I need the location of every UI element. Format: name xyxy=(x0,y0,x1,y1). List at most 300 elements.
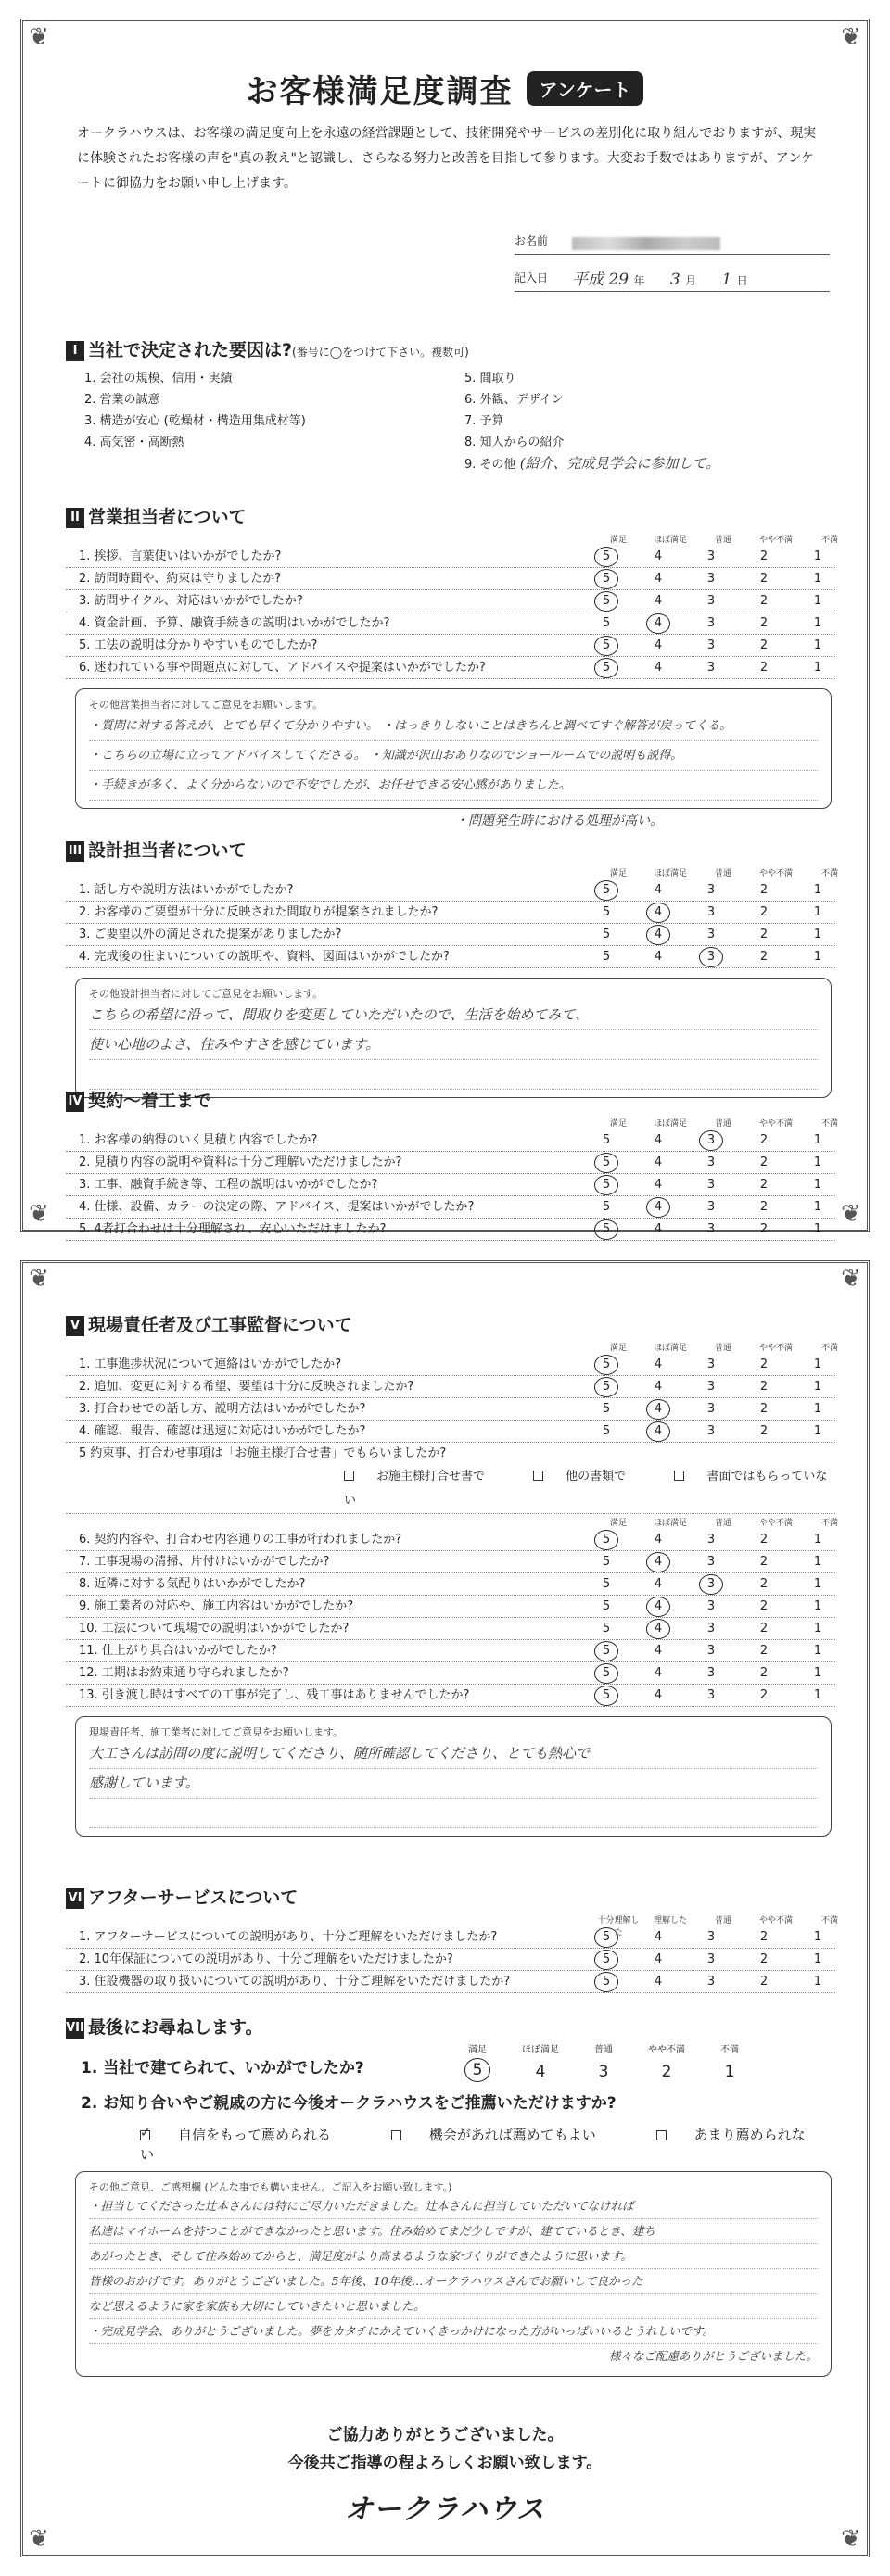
rating-option-selected[interactable]: 4 xyxy=(646,1552,670,1572)
rating-option[interactable]: 4 xyxy=(654,950,663,964)
question-text: 4. 完成後の住まいについての説明や、資料、図面はいかがでしたか? xyxy=(79,950,450,964)
rating-option[interactable]: 3 xyxy=(706,1424,716,1438)
ornament-corner-icon: ❦ xyxy=(29,2525,49,2553)
comment-line xyxy=(89,1799,818,1828)
handwritten-note: ・問題発生時における処理が高い。 xyxy=(455,814,663,828)
question-text: 2. 10年保証についての説明があり、十分ご理解をいただけましたか? xyxy=(79,1952,453,1966)
rating-option-selected[interactable]: 5 xyxy=(594,1641,618,1661)
rating-scale xyxy=(594,657,832,679)
section-heading: III 設計担当者について xyxy=(66,837,835,865)
rating-option[interactable]: 1 xyxy=(813,1424,822,1438)
factor-option-other[interactable]: 9. その他 (紹介、完成見学会に参加して。 xyxy=(464,455,720,472)
rating-option[interactable]: 3 xyxy=(706,1555,716,1569)
rating-option-selected[interactable]: 3 xyxy=(699,947,723,967)
rating-option[interactable]: 3 xyxy=(706,1952,716,1966)
rating-option[interactable]: 1 xyxy=(813,1357,822,1371)
rating-option[interactable]: 3 xyxy=(598,2063,609,2081)
rating-option[interactable]: 4 xyxy=(654,1380,663,1394)
rating-option[interactable]: 2 xyxy=(759,950,769,964)
rating-option[interactable]: 5 xyxy=(602,616,611,630)
brand-logo: オークラハウス xyxy=(344,2494,546,2526)
rating-option[interactable]: 5 xyxy=(602,1555,611,1569)
rating-scale xyxy=(594,946,832,968)
rating-option[interactable]: 2 xyxy=(759,1622,769,1635)
question-row xyxy=(66,546,835,568)
question-text: 2. 追加、変更に対する希望、要望は十分に反映されましたか? xyxy=(79,1380,414,1394)
comment-line: など思えるように家を家族も大切にしていきたいと思いました。 xyxy=(89,2294,818,2319)
rating-option-selected[interactable]: 5 xyxy=(594,1950,618,1970)
rating-option[interactable]: 4 xyxy=(654,1222,663,1236)
question-text: 6. 迷われている事や問題点に対して、アドバイスや提案はいかがでしたか? xyxy=(79,661,486,675)
rating-scale xyxy=(594,1949,832,1971)
rating-scale xyxy=(594,1971,832,1993)
comment-line: 使い心地のよさ、住みやすさを感じています。 xyxy=(89,1030,818,1060)
comment-box xyxy=(75,688,832,809)
rating-scale xyxy=(594,1219,832,1241)
comment-line: ・担当してくださった辻本さんには特にご尽力いただきました。辻本さんに担当していただいてなければ xyxy=(89,2194,818,2219)
rating-option-selected[interactable]: 5 xyxy=(594,569,618,589)
rating-option-selected[interactable]: 5 xyxy=(594,1686,618,1706)
rating-scale xyxy=(594,924,832,946)
rating-scale xyxy=(594,1130,832,1152)
rating-option[interactable]: 3 xyxy=(706,549,716,563)
rating-option[interactable]: 3 xyxy=(706,1222,716,1236)
rating-option[interactable]: 3 xyxy=(706,1644,716,1658)
ornament-corner-icon: ❦ xyxy=(29,23,49,51)
scale-header: 満足 ほぼ満足 普通 やや不満 不満 xyxy=(609,1519,838,1528)
question-row xyxy=(66,924,835,946)
rating-option[interactable]: 1 xyxy=(813,950,822,964)
rating-option[interactable]: 4 xyxy=(654,1577,663,1591)
rating-option[interactable]: 1 xyxy=(813,928,822,941)
name-value-redacted xyxy=(572,234,720,252)
rating-option[interactable]: 4 xyxy=(535,2063,546,2081)
rating-option[interactable]: 4 xyxy=(654,638,663,652)
rating-option[interactable]: 4 xyxy=(654,1930,663,1944)
question-row xyxy=(66,1376,835,1398)
option-checkbox[interactable]: お施主様打合せ書で xyxy=(344,1470,507,1484)
rating-option[interactable]: 3 xyxy=(706,638,716,652)
rating-scale xyxy=(594,1596,832,1618)
rating-option[interactable]: 1 xyxy=(813,1222,822,1236)
rating-option[interactable]: 3 xyxy=(706,1533,716,1547)
rating-option[interactable]: 3 xyxy=(706,1975,716,1989)
section-final xyxy=(66,2014,835,2377)
rating-option[interactable]: 2 xyxy=(759,1424,769,1438)
title-row xyxy=(23,66,867,111)
rating-option-selected[interactable]: 5 xyxy=(594,1927,618,1948)
rating-option[interactable]: 2 xyxy=(759,1357,769,1371)
rating-option[interactable]: 1 xyxy=(813,1380,822,1394)
rating-scale xyxy=(594,1618,832,1640)
rating-option-selected[interactable]: 4 xyxy=(646,1597,670,1617)
rating-option[interactable]: 3 xyxy=(706,1688,716,1702)
rating-option[interactable]: 2 xyxy=(759,1666,769,1680)
rating-option[interactable]: 5 xyxy=(602,950,611,964)
option-checkbox[interactable]: 他の書類で xyxy=(533,1470,648,1484)
question-text: 4. 資金計画、予算、融資手続きの説明はいかがでしたか? xyxy=(79,616,390,630)
rating-scale xyxy=(594,1926,832,1949)
rating-option-selected[interactable]: 5 xyxy=(594,636,618,656)
section-designer xyxy=(66,837,838,1098)
rating-option[interactable]: 3 xyxy=(706,905,716,919)
rating-option[interactable]: 4 xyxy=(654,661,663,675)
rating-option[interactable]: 1 xyxy=(813,1644,822,1658)
rating-option-selected[interactable]: 5 xyxy=(594,880,618,901)
rating-option[interactable]: 5 xyxy=(602,1599,611,1613)
question-text: 12. 工期はお約束通り守られましたか? xyxy=(79,1666,289,1680)
rating-option[interactable]: 3 xyxy=(706,594,716,608)
comment-line: 大工さんは訪問の度に説明してくださり、随所確認してくださり、とても熱心で xyxy=(89,1739,818,1769)
rating-option-selected[interactable]: 4 xyxy=(646,1197,670,1218)
comment-sign: 様々なご配慮ありがとうございました。 xyxy=(608,2349,818,2363)
rating-option[interactable]: 5 xyxy=(602,1622,611,1635)
question-list xyxy=(66,1926,835,1993)
question-text: 1. 話し方や説明方法はいかがでしたか? xyxy=(79,883,294,897)
comment-line: 私達はマイホームを持つことができなかったと思います。住み始めてまだ少しですが、建てているとき、建ち xyxy=(89,2219,818,2244)
rating-option[interactable]: 1 xyxy=(813,1666,822,1680)
rating-option[interactable]: 4 xyxy=(654,1178,663,1192)
rating-scale xyxy=(594,1152,832,1174)
rating-option[interactable]: 2 xyxy=(759,638,769,652)
rating-option-selected[interactable]: 5 xyxy=(594,1663,618,1684)
rating-option[interactable]: 2 xyxy=(759,1200,769,1214)
rating-option[interactable]: 2 xyxy=(759,1930,769,1944)
section-contract xyxy=(66,1087,838,1241)
rating-option[interactable]: 2 xyxy=(759,905,769,919)
question-row xyxy=(66,1551,835,1573)
rating-option[interactable]: 5 xyxy=(602,1577,611,1591)
rating-option[interactable]: 3 xyxy=(706,1599,716,1613)
question-row xyxy=(66,1196,835,1219)
rating-scale xyxy=(594,1376,832,1398)
scale-header: 満足 ほぼ満足 普通 やや不満 不満 xyxy=(468,2045,739,2055)
rating-option[interactable]: 4 xyxy=(654,1155,663,1169)
rating-option[interactable]: 2 xyxy=(759,1975,769,1989)
other-answer: (紹介、完成見学会に参加して。 xyxy=(519,455,720,472)
rating-option-selected[interactable]: 4 xyxy=(646,1399,670,1420)
rating-option[interactable]: 2 xyxy=(759,1577,769,1591)
rating-option[interactable]: 4 xyxy=(654,1688,663,1702)
rating-option[interactable]: 3 xyxy=(706,883,716,897)
ornament-corner-icon: ❦ xyxy=(29,1265,49,1293)
question-row xyxy=(66,1662,835,1685)
rating-option[interactable]: 2 xyxy=(759,572,769,586)
comment-line: ・こちらの立場に立ってアドバイスしてくださる。 ・知識が沢山おありなのでショールームでの説明も説得。 xyxy=(89,741,818,771)
rating-scale xyxy=(594,1421,832,1443)
factor-option[interactable]: 4. 高気密・高断熱 xyxy=(84,436,184,449)
rating-option[interactable]: 5 xyxy=(602,1424,611,1438)
rating-option-selected[interactable]: 5 xyxy=(594,1355,618,1375)
rating-option[interactable]: 3 xyxy=(706,661,716,675)
rating-option[interactable]: 1 xyxy=(813,1577,822,1591)
recommend-options xyxy=(66,2125,835,2164)
comment-line xyxy=(89,1060,818,1090)
rating-option[interactable]: 1 xyxy=(813,1622,822,1635)
factor-option[interactable]: 5. 間取り xyxy=(464,372,516,385)
rating-option[interactable]: 5 xyxy=(602,1402,611,1416)
rating-option[interactable]: 3 xyxy=(706,1178,716,1192)
question-text: 5. 工法の説明は分かりやすいものでしたか? xyxy=(79,638,318,652)
ornament-corner-icon: ❦ xyxy=(841,1265,861,1293)
rating-option[interactable]: 3 xyxy=(706,928,716,941)
rating-option-selected[interactable]: 4 xyxy=(646,1421,670,1442)
factor-option[interactable]: 2. 営業の誠意 xyxy=(84,393,160,407)
rating-option[interactable]: 4 xyxy=(654,1666,663,1680)
recommend-option[interactable]: あまり薦められない xyxy=(140,2127,806,2163)
rating-option[interactable]: 1 xyxy=(813,1533,822,1547)
rating-option[interactable]: 2 xyxy=(759,1155,769,1169)
rating-option[interactable]: 1 xyxy=(813,1930,822,1944)
question-row xyxy=(66,1573,835,1596)
rating-option[interactable]: 4 xyxy=(654,1952,663,1966)
rating-option[interactable]: 2 xyxy=(759,1533,769,1547)
name-field xyxy=(515,227,830,255)
rating-option[interactable]: 3 xyxy=(706,1402,716,1416)
rating-option-selected[interactable]: 3 xyxy=(699,1574,723,1595)
question-text: 1. 工事進捗状況について連絡はいかがでしたか? xyxy=(79,1357,342,1371)
ornament-corner-icon: ❦ xyxy=(841,2525,861,2553)
rating-option[interactable]: 4 xyxy=(654,1133,663,1147)
question-row xyxy=(66,1130,835,1152)
section-heading: IV 契約〜着工まで xyxy=(66,1087,835,1115)
rating-option[interactable]: 1 xyxy=(813,1952,822,1966)
section-site-supervisor xyxy=(66,1311,838,1837)
rating-option[interactable]: 2 xyxy=(759,1555,769,1569)
rating-option[interactable]: 2 xyxy=(759,661,769,675)
scale-header: 満足 ほぼ満足 普通 やや不満 不満 xyxy=(609,536,838,545)
factor-list-right xyxy=(464,368,817,475)
rating-option[interactable]: 2 xyxy=(759,1599,769,1613)
question-row xyxy=(66,635,835,657)
rating-scale xyxy=(594,1685,832,1707)
rating-option[interactable]: 2 xyxy=(759,928,769,941)
rating-option[interactable]: 3 xyxy=(706,1622,716,1635)
section-after-service xyxy=(66,1884,838,1993)
rating-option-selected[interactable]: 5 xyxy=(594,1377,618,1397)
rating-option[interactable]: 2 xyxy=(759,883,769,897)
rating-option[interactable]: 1 xyxy=(813,1599,822,1613)
rating-scale xyxy=(594,635,832,657)
question-text: 7. 工事現場の清掃、片付けはいかがでしたか? xyxy=(79,1555,330,1569)
rating-option[interactable]: 3 xyxy=(706,1380,716,1394)
rating-option[interactable]: 2 xyxy=(759,1688,769,1702)
question-text: 3. 訪問サイクル、対応はいかがでしたか? xyxy=(79,594,303,608)
rating-option-selected[interactable]: 5 xyxy=(594,1972,618,1992)
rating-option[interactable]: 1 xyxy=(813,1155,822,1169)
check-icon: ✓ xyxy=(140,2126,151,2140)
rating-option[interactable]: 1 xyxy=(813,1133,822,1147)
rating-option[interactable]: 3 xyxy=(706,1930,716,1944)
rating-option[interactable]: 1 xyxy=(813,1688,822,1702)
section-heading: II 営業担当者について xyxy=(66,503,835,531)
date-value: 平成 29 年 3 月 1 日 xyxy=(572,271,748,289)
question-text: 5 約束事、打合わせ事項は「お施主様打合せ書」でもらいましたか? xyxy=(79,1446,447,1460)
rating-option[interactable]: 2 xyxy=(759,1380,769,1394)
rating-option[interactable]: 4 xyxy=(654,594,663,608)
rating-option-selected[interactable]: 5 xyxy=(594,547,618,567)
question-row xyxy=(66,657,835,679)
rating-option[interactable]: 1 xyxy=(724,2063,735,2081)
rating-option-selected[interactable]: 4 xyxy=(646,925,670,945)
rating-option-selected[interactable]: 5 xyxy=(594,1175,618,1195)
rating-option-selected[interactable]: 4 xyxy=(646,613,670,634)
rating-scale xyxy=(594,1354,832,1376)
comment-line: こちらの希望に沿って、間取りを変更していただいたので、生活を始めてみて、 xyxy=(89,1001,818,1030)
rating-option[interactable]: 2 xyxy=(759,1222,769,1236)
question-row xyxy=(66,1354,835,1376)
rating-option-selected[interactable]: 5 xyxy=(594,591,618,612)
rating-option[interactable]: 5 xyxy=(602,905,611,919)
factor-option[interactable]: 7. 予算 xyxy=(464,414,504,428)
comment-box xyxy=(75,978,832,1098)
rating-option[interactable]: 4 xyxy=(654,572,663,586)
question-text: 6. 契約内容や、打合わせ内容通りの工事が行われましたか? xyxy=(79,1533,402,1547)
rating-option[interactable]: 1 xyxy=(813,1178,822,1192)
survey-page-2 xyxy=(20,1260,870,2557)
rating-scale xyxy=(594,1529,832,1551)
question-text: 3. ご要望以外の満足された提案がありましたか? xyxy=(79,928,342,941)
question-row xyxy=(66,1443,835,1465)
rating-scale xyxy=(594,1551,832,1573)
rating-option[interactable]: 1 xyxy=(813,1200,822,1214)
rating-option[interactable]: 4 xyxy=(654,883,663,897)
question-text: 2. お客様のご要望が十分に反映された間取りが提案されましたか? xyxy=(79,905,439,919)
date-field xyxy=(515,264,830,292)
section-heading: VII 最後にお尋ねします。 xyxy=(66,2017,263,2038)
factor-options xyxy=(66,368,835,475)
question-row xyxy=(66,1640,835,1662)
question-text: 3. 工事、融資手続き等、工程の説明はいかがでしたか? xyxy=(79,1178,378,1192)
rating-option-selected[interactable]: 4 xyxy=(646,903,670,923)
rating-option[interactable]: 5 xyxy=(602,1200,611,1214)
rating-scale xyxy=(594,546,832,568)
scale-header: 満足 ほぼ満足 普通 やや不満 不満 xyxy=(609,1119,838,1129)
rating-option[interactable]: 4 xyxy=(654,549,663,563)
document-options xyxy=(66,1465,835,1514)
question-text: 1. アフターサービスについての説明があり、十分ご理解をいただけましたか? xyxy=(79,1930,498,1944)
question-row xyxy=(66,612,835,635)
rating-option[interactable]: 2 xyxy=(759,1952,769,1966)
scale-header: 十分理解した 理解した 普通 やや不満 不満 xyxy=(597,1916,838,1938)
rating-option[interactable]: 3 xyxy=(706,616,716,630)
rating-scale xyxy=(594,1573,832,1596)
rating-option-selected[interactable]: 5 xyxy=(594,1530,618,1550)
rating-option[interactable]: 4 xyxy=(654,1533,663,1547)
rating-option[interactable]: 1 xyxy=(813,638,822,652)
closing-message: ご協力ありがとうございました。 今後共ご指導の程よろしくお願い致します。 xyxy=(287,2426,603,2472)
rating-option-selected[interactable]: 5 xyxy=(594,1219,618,1240)
factor-option[interactable]: 1. 会社の規模、信用・実績 xyxy=(84,372,233,385)
rating-option[interactable]: 3 xyxy=(706,1666,716,1680)
rating-option[interactable]: 4 xyxy=(654,1975,663,1989)
rating-scale xyxy=(594,568,832,590)
rating-option-selected[interactable]: 5 xyxy=(594,1153,618,1173)
question-list xyxy=(66,879,835,968)
question-row xyxy=(66,568,835,590)
ornament-corner-icon: ❦ xyxy=(841,1200,861,1228)
rating-option-selected[interactable]: 5 xyxy=(464,2058,490,2082)
option-checkbox[interactable]: 書面ではもらっていない xyxy=(344,1470,828,1508)
question-row xyxy=(66,1152,835,1174)
rating-option[interactable]: 1 xyxy=(813,1555,822,1569)
question-text: 5. 4者打合わせは十分理解され、安心いただけましたか? xyxy=(79,1222,387,1236)
question-row xyxy=(66,590,835,612)
factor-option[interactable]: 6. 外観、デザイン xyxy=(464,393,564,407)
rating-option[interactable]: 5 xyxy=(602,928,611,941)
factor-list-left xyxy=(84,368,427,475)
rating-option-selected[interactable]: 3 xyxy=(699,1130,723,1151)
rating-option[interactable]: 5 xyxy=(602,1133,611,1147)
rating-option[interactable]: 2 xyxy=(759,549,769,563)
rating-option[interactable]: 2 xyxy=(759,594,769,608)
rating-option[interactable]: 3 xyxy=(706,1155,716,1169)
question-row xyxy=(66,1949,835,1971)
rating-option[interactable]: 1 xyxy=(813,905,822,919)
recommend-option[interactable]: 機会があれば薦めてもよい xyxy=(391,2127,624,2143)
rating-option[interactable]: 3 xyxy=(706,1357,716,1371)
question-row xyxy=(66,879,835,902)
section-decision-factors xyxy=(66,336,835,475)
rating-option[interactable]: 1 xyxy=(813,661,822,675)
question-row xyxy=(66,1174,835,1196)
rating-scale xyxy=(594,1640,832,1662)
rating-scale xyxy=(594,1196,832,1219)
question-row xyxy=(66,1219,835,1241)
rating-option[interactable]: 3 xyxy=(706,572,716,586)
section-heading: V 現場責任者及び工事監督について xyxy=(66,1311,835,1339)
overall-rating xyxy=(464,2058,743,2082)
rating-option[interactable]: 1 xyxy=(813,549,822,563)
date-label: 記入日 xyxy=(515,271,549,284)
rating-scale xyxy=(594,612,832,635)
rating-option[interactable]: 2 xyxy=(759,1402,769,1416)
rating-option[interactable]: 1 xyxy=(813,572,822,586)
comment-label: その他ご意見、ご感想欄 (どんな事でも構いません。ご記入をお願い致します。) xyxy=(89,2181,452,2193)
rating-option[interactable]: 2 xyxy=(661,2063,672,2081)
comment-label: その他設計担当者に対してご意見をお願いします。 xyxy=(89,988,324,1000)
scale-header: 満足 ほぼ満足 普通 やや不満 不満 xyxy=(609,869,838,878)
rating-option-selected[interactable]: 4 xyxy=(646,1619,670,1639)
overall-question: 1. 当社で建てられて、いかがでしたか? 5 4 3 2 1 xyxy=(66,2054,835,2082)
comment-box xyxy=(75,2171,832,2377)
recommend-option-checked[interactable]: ✓ 自信をもって薦められる xyxy=(140,2126,332,2143)
question-row xyxy=(66,1618,835,1640)
rating-option[interactable]: 2 xyxy=(759,1178,769,1192)
rating-option[interactable]: 3 xyxy=(706,1200,716,1214)
question-row xyxy=(66,1529,835,1551)
rating-option[interactable]: 1 xyxy=(813,594,822,608)
comment-line: 感謝しています。 xyxy=(89,1769,818,1799)
rating-option[interactable]: 4 xyxy=(654,1357,663,1371)
rating-option[interactable]: 2 xyxy=(759,616,769,630)
rating-option[interactable]: 1 xyxy=(813,1975,822,1989)
rating-option[interactable]: 2 xyxy=(759,1644,769,1658)
factor-option[interactable]: 3. 構造が安心 (乾燥材・構造用集成材等) xyxy=(84,414,306,428)
rating-option-selected[interactable]: 5 xyxy=(594,658,618,678)
rating-option[interactable]: 1 xyxy=(813,1402,822,1416)
name-label: お名前 xyxy=(515,234,549,247)
rating-option[interactable]: 1 xyxy=(813,883,822,897)
rating-option[interactable]: 2 xyxy=(759,1133,769,1147)
rating-scale xyxy=(594,1662,832,1685)
factor-option[interactable]: 8. 知人からの紹介 xyxy=(464,436,565,449)
question-text: 8. 近隣に対する気配りはいかがでしたか? xyxy=(79,1577,306,1591)
question-row xyxy=(66,1398,835,1421)
rating-option[interactable]: 1 xyxy=(813,616,822,630)
rating-option[interactable]: 4 xyxy=(654,1644,663,1658)
question-row xyxy=(66,946,835,968)
